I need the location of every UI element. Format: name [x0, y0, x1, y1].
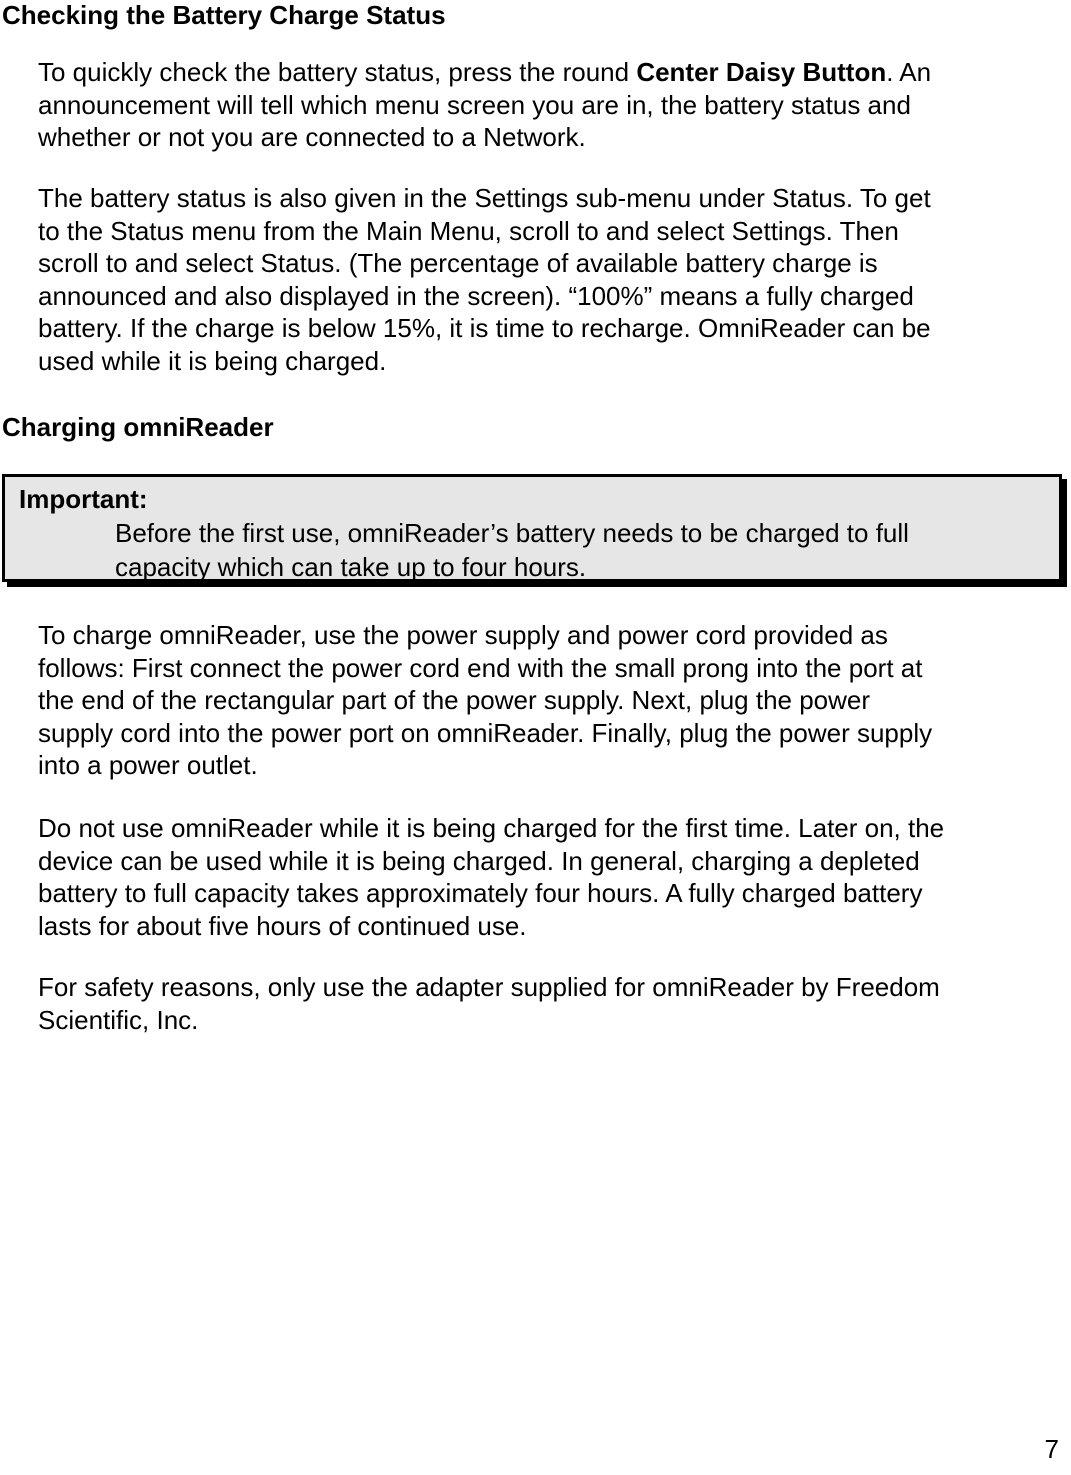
- paragraph-line: follows: First connect the power cord end with the small prong into the port at: [38, 652, 923, 683]
- paragraph-line: announced and also displayed in the screen). “100%” means a fully charged: [38, 280, 914, 311]
- paragraph-settings-status: [38, 182, 1068, 377]
- paragraph-first-charge: [38, 812, 1068, 942]
- paragraph-line: To charge omniReader, use the power supply and power cord provided as: [38, 620, 888, 650]
- paragraph-line: The battery status is also given in the Settings sub-menu under Status. To get: [38, 183, 931, 213]
- paragraph-charge-procedure: [38, 619, 1068, 782]
- paragraph-line: used while it is being charged.: [38, 345, 387, 376]
- center-daisy-button-term: Center Daisy Button: [636, 57, 887, 87]
- paragraph-line: lasts for about five hours of continued use.: [38, 910, 527, 941]
- paragraph-line: device can be used while it is being charged. In general, charging a depleted: [38, 845, 920, 876]
- paragraph-safety: [38, 971, 1068, 1036]
- paragraph-line: To quickly check the battery status, press the round Center Daisy Button. An: [38, 57, 932, 87]
- paragraph-line: scroll to and select Status. (The percentage of available battery charge is: [38, 248, 878, 278]
- section-heading-battery-status: Checking the Battery Charge Status: [2, 0, 446, 30]
- paragraph-line: Do not use omniReader while it is being charged for the first time. Later on, the: [38, 813, 945, 843]
- callout-line: Before the first use, omniReader’s battery needs to be charged to full: [115, 518, 909, 548]
- page-number: 7: [1044, 1434, 1059, 1464]
- important-callout: [2, 474, 1062, 582]
- paragraph-line: into a power outlet.: [38, 750, 258, 780]
- paragraph-line: For safety reasons, only use the adapter supplied for omniReader by Freedom: [38, 972, 940, 1002]
- paragraph-line: announcement will tell which menu screen you are in, the battery status and: [38, 89, 911, 120]
- paragraph-line: whether or not you are connected to a Network.: [38, 122, 586, 152]
- paragraph-line: the end of the rectangular part of the power supply. Next, plug the power: [38, 685, 871, 715]
- important-text: [115, 516, 909, 584]
- important-label: Important:: [19, 484, 148, 514]
- paragraph-line: to the Status menu from the Main Menu, scroll to and select Settings. Then: [38, 215, 899, 246]
- callout-line: capacity which can take up to four hours.: [115, 552, 587, 582]
- paragraph-line: Scientific, Inc.: [38, 1004, 199, 1035]
- paragraph-line: battery to full capacity takes approximately four hours. A fully charged battery: [38, 878, 923, 908]
- section-heading-charging: Charging omniReader: [2, 412, 274, 442]
- paragraph-line: battery. If the charge is below 15%, it is time to recharge. OmniReader can be: [38, 313, 931, 343]
- paragraph-line: supply cord into the power port on omniReader. Finally, plug the power supply: [38, 717, 933, 748]
- paragraph-check-battery: [38, 56, 1068, 154]
